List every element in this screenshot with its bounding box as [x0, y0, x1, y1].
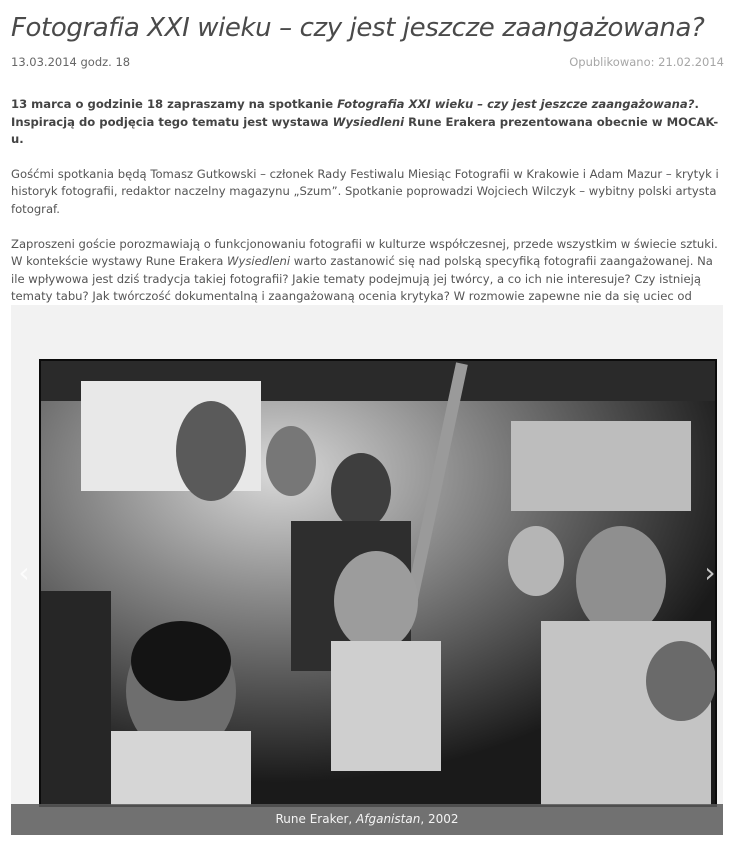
gallery-photo — [39, 359, 717, 807]
discussion-exhibition-title: Wysiedleni — [227, 254, 291, 269]
lead-paragraph — [11, 96, 725, 149]
lead-exhibition-title: Wysiedleni — [332, 114, 405, 129]
article-body — [11, 96, 725, 341]
lead-text-1: 13 marca o godzinie 18 zapraszamy na spotkanie — [11, 97, 338, 111]
photo-caption — [11, 804, 723, 835]
lead-text-2: . Inspiracją do podjęcia tego tematu jest wystawa — [11, 97, 699, 129]
article-title: Fotografia XXI wieku – czy jest jeszcze zaangażowana? — [11, 13, 705, 43]
bus-interior-photo — [41, 361, 715, 805]
next-arrow-icon[interactable]: › — [704, 556, 716, 589]
caption-author: Rune Eraker, — [275, 812, 357, 826]
photo-gallery — [11, 305, 723, 835]
discussion-text-2: warto zastanowić się nad polską specyfiką fotografii zaangażowanej. Na ile wpływowa jest dziś tradycja takiej fotografii? Jakie tematy podejmują jej twórcy, a co ich nie interesuje? Czy istnieją tematy tabu? Jak twórczość dokumentalną i zaangażowaną ocenia krytyka? W rozmowie zapewne nie da się uciec od — [11, 254, 713, 304]
event-date: 13.03.2014 godz. 18 — [11, 55, 131, 69]
lead-text-3: Rune Erakera prezentowana obecnie w MOCAK-u. — [11, 114, 719, 147]
caption-title: Afganistan — [356, 812, 421, 826]
lead-event-title: Fotografia XXI wieku – czy jest jeszcze zaangażowana? — [337, 97, 695, 111]
published-date: Opublikowano: 21.02.2014 — [569, 55, 724, 69]
discussion-text-1: Zaproszeni goście porozmawiają o funkcjonowaniu fotografii w kulturze współczesnej, przede wszystkim w świecie sztuki. W kontekście wystawy Rune Erakera — [11, 236, 718, 269]
guests-paragraph: Gośćmi spotkania będą Tomasz Gutkowski – członek Rady Festiwalu Miesiąc Fotografii w Krakowie i Adam Mazur – krytyk i historyk fotografii, redaktor naczelny magazynu „Szum”. Spotkanie poprowadzi Wojciech Wilczyk – wybitny polski artysta fotograf. — [11, 166, 719, 216]
caption-year: , 2002 — [420, 812, 459, 826]
prev-arrow-icon[interactable]: ‹ — [18, 556, 30, 589]
